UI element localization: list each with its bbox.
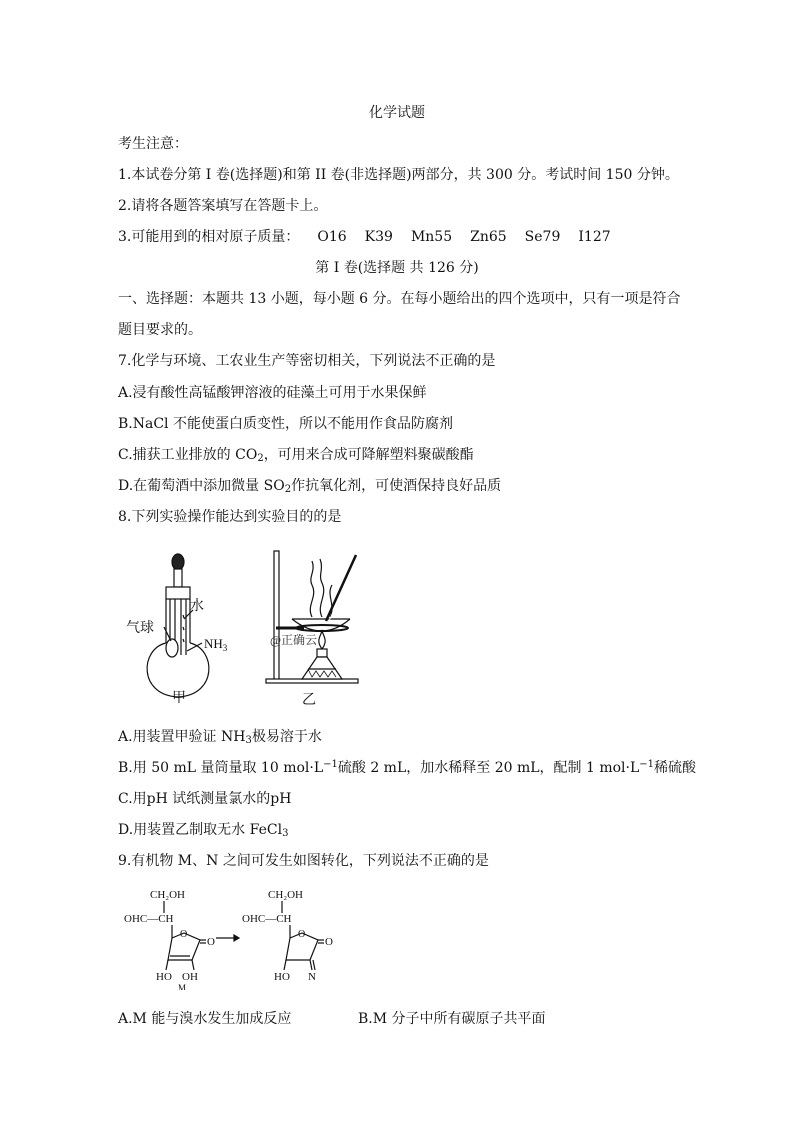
- atomic-mass-se: Se79: [524, 229, 561, 245]
- molecule-n: [242, 889, 333, 983]
- notice-item-2: 2.请将各题答案填写在答题卡上。: [118, 198, 328, 214]
- q9-option-b: B.M 分子中所有碳原子共平面: [358, 1011, 546, 1027]
- svg-text:OHC—CH: OHC—CH: [124, 913, 174, 925]
- watermark: @正确云: [270, 633, 318, 647]
- notice-item-3: [118, 228, 611, 246]
- notice-item-1: 1.本试卷分第 I 卷(选择题)和第 II 卷(非选择题)两部分，共 300 分。考试时间 150 分钟。: [118, 167, 679, 183]
- svg-text:N: N: [308, 971, 316, 983]
- atomic-mass-o: O16: [317, 229, 347, 245]
- label-nh3: $NH_3$: [204, 636, 228, 653]
- q8-option-c: C.用pH 试纸测量氯水的pH: [118, 791, 292, 807]
- svg-text:O: O: [180, 929, 188, 940]
- q7-option-c: C.捕获工业排放的 $CO_2$，可用来合成可降解塑料聚碳酸酯: [118, 447, 474, 464]
- molecule-m: [124, 889, 215, 990]
- q9-stem: 9.有机物 M、N 之间可发生如图转化，下列说法不正确的是: [118, 853, 489, 869]
- svg-text:OHC—CH: OHC—CH: [242, 913, 292, 925]
- svg-text:HO: HO: [274, 971, 290, 983]
- page-title: 化学试题: [369, 105, 425, 121]
- svg-text:HO: HO: [156, 971, 172, 983]
- q7-option-d: D.在葡萄酒中添加微量 $SO_2$作抗氧化剂，可使酒保持良好品质: [118, 478, 502, 495]
- q9-option-a: A.M 能与溴水发生加成反应: [118, 1011, 292, 1027]
- atomic-mass-prefix: 3.可能用到的相对原子质量：: [118, 229, 300, 245]
- q8-option-d: D.用装置乙制取无水 FeCl$_3$: [118, 822, 289, 839]
- q7-option-a: A.浸有酸性高锰酸钾溶液的硅藻土可用于水果保鲜: [118, 385, 427, 401]
- caption-yi: 乙: [302, 693, 316, 708]
- q8-option-b: B.用 50 mL 量筒量取 10 $mol\cdot L^{-1}$硫酸 2 mL，加水稀释至 20 mL，配制 1 $mol\cdot L^{-1}$稀硫酸: [118, 759, 697, 776]
- q8-option-a: A.用装置甲验证 $NH_3$极易溶于水: [118, 729, 322, 746]
- label-balloon: 气球: [126, 621, 154, 636]
- apparatus-yi-figure: [262, 545, 372, 710]
- instructions-line-1: 一、选择题：本题共 13 小题，每小题 6 分。在每小题给出的四个选项中，只有一项是符合: [118, 291, 681, 307]
- reaction-scheme-figure: [118, 880, 338, 990]
- svg-text:OH: OH: [182, 971, 198, 983]
- q7-stem: 7.化学与环境、工农业生产等密切相关，下列说法不正确的是: [118, 353, 496, 369]
- svg-text:O: O: [207, 936, 215, 948]
- q7-option-b: B.NaCl 不能使蛋白质变性，所以不能用作食品防腐剂: [118, 416, 453, 432]
- section-title: 第 I 卷(选择题 共 126 分): [315, 260, 479, 276]
- svg-text:CH₂OH: CH₂OH: [268, 889, 304, 901]
- notice-heading: 考生注意：: [118, 136, 188, 152]
- apparatus-jia-figure: [120, 545, 250, 710]
- svg-text:CH₂OH: CH₂OH: [150, 889, 186, 901]
- caption-jia: 甲: [172, 691, 186, 706]
- q8-stem: 8.下列实验操作能达到实验目的的是: [118, 509, 342, 525]
- atomic-mass-mn: Mn55: [410, 229, 453, 245]
- atomic-mass-k: K39: [364, 229, 393, 245]
- svg-text:O: O: [325, 936, 333, 948]
- svg-text:M: M: [178, 983, 187, 990]
- label-water: 水: [190, 599, 204, 614]
- instructions-line-2: 题目要求的。: [118, 322, 202, 338]
- atomic-mass-i: I127: [578, 229, 611, 245]
- atomic-mass-zn: Zn65: [470, 229, 507, 245]
- svg-text:O: O: [298, 929, 306, 940]
